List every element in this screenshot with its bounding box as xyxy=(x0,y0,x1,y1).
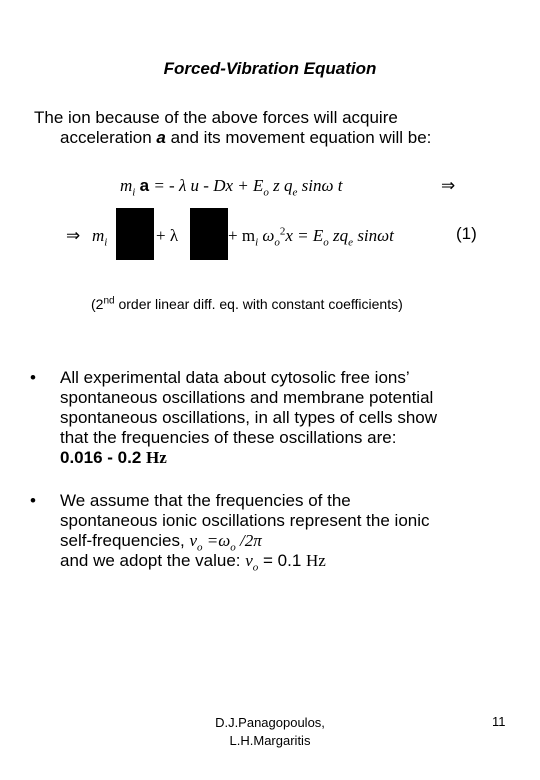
eq2-plus-lambda: + λ xyxy=(156,226,179,245)
implies-arrow-1: ⇒ xyxy=(441,176,456,195)
slide-title: Forced-Vibration Equation xyxy=(163,59,377,78)
eq2-omega-subscript: o xyxy=(274,236,280,249)
omega-symbol-2: ω xyxy=(218,531,231,550)
qe-subscript: e xyxy=(292,186,298,199)
eq2-middle: x = E xyxy=(285,226,324,245)
pi-symbol: π xyxy=(253,531,262,550)
bullet-2-line-3 xyxy=(60,531,430,554)
intro-line-2 xyxy=(34,128,431,148)
bullet-1-line-4: that the frequencies of these oscillations are: xyxy=(60,428,397,447)
nu-symbol-2: ν xyxy=(245,551,253,570)
self-frequency-formula xyxy=(189,531,262,554)
bullet-1-line-2: spontaneous oscillations and membrane potential xyxy=(60,388,434,407)
equation-rhs-3: sin xyxy=(297,176,322,195)
acceleration-var: a xyxy=(139,176,150,195)
acceleration-symbol: a xyxy=(156,128,166,147)
bullet-1-line-1: All experimental data about cytosolic free ions’ xyxy=(60,368,410,387)
nu-symbol: ν xyxy=(189,531,197,550)
frequency-range: 0.016 - 0.2 xyxy=(60,448,147,467)
bullet-2-line-4-b: = 0.1 xyxy=(258,551,307,570)
equation-motion xyxy=(120,176,343,199)
eq2-omega: ω xyxy=(258,226,275,245)
footer-authors xyxy=(180,714,360,750)
bullet-2-text xyxy=(60,491,430,574)
bullet-2-line-2: spontaneous ionic oscillations represent the ionic xyxy=(60,511,430,530)
bullet-2-line-4 xyxy=(60,551,430,574)
bullet-1-line-3: spontaneous oscillations, in all types of cells show xyxy=(60,408,438,427)
bullet-2-line-3-text: self-frequencies, xyxy=(60,531,190,550)
equation-rhs-1: = - λ u - Dx + E xyxy=(149,176,264,195)
footer-author-1: D.J.Panagopoulos, xyxy=(215,715,325,730)
page-number: 11 xyxy=(492,714,506,729)
first-derivative-image xyxy=(190,208,228,260)
intro-text-b: and its movement equation will be: xyxy=(165,128,432,147)
eq2-plus-m: + m xyxy=(228,226,256,245)
bullet-2-line-4-a: and we adopt the value: xyxy=(60,551,246,570)
eq2-time: t xyxy=(389,226,394,245)
nu-subscript-2: o xyxy=(252,561,259,574)
second-derivative-image xyxy=(116,208,154,260)
eq2-mass-symbol: m xyxy=(92,226,105,245)
note-superscript: nd xyxy=(103,295,115,307)
mass-symbol: m xyxy=(120,176,133,195)
eq2-qe-subscript: e xyxy=(348,236,354,249)
eq2-rest xyxy=(228,225,394,249)
frequency-unit-2: Hz xyxy=(306,551,326,570)
omega-subscript-2: o xyxy=(230,541,236,554)
omega-symbol: ω xyxy=(321,176,334,195)
frequency-unit: Hz xyxy=(146,448,167,467)
note-a: (2 xyxy=(91,296,104,312)
equation-note xyxy=(91,296,403,312)
bullet-1-marker: • xyxy=(30,368,36,387)
footer-author-2: L.H.Margaritis xyxy=(229,733,311,748)
bullet-2-line-1: We assume that the frequencies of the xyxy=(60,491,351,510)
formula-equals: = xyxy=(202,531,219,550)
eq2-mass xyxy=(92,226,108,249)
equation-rhs-2: z q xyxy=(268,176,293,195)
equation-number: (1) xyxy=(456,224,477,243)
note-b: order linear diff. eq. with constant coefficients) xyxy=(114,296,403,312)
bullet-1-line-5 xyxy=(60,448,437,468)
intro-text-a: acceleration xyxy=(60,128,157,147)
eo-subscript: o xyxy=(263,186,269,199)
eq2-omega-t: ω xyxy=(377,226,390,245)
time-symbol: t xyxy=(333,176,343,195)
implies-arrow-2: ⇒ xyxy=(66,226,81,245)
eq2-eo-subscript: o xyxy=(323,236,329,249)
eq2-sin: sin xyxy=(353,226,378,245)
bullet-1-text xyxy=(60,368,437,468)
eq2-mass-subscript: i xyxy=(104,236,108,249)
eq2-m-subscript: i xyxy=(255,236,259,249)
intro-paragraph xyxy=(34,108,431,148)
formula-over: /2 xyxy=(235,531,254,550)
bullet-2-marker: • xyxy=(30,491,36,510)
eq2-zq: zq xyxy=(328,226,349,245)
intro-line-1: The ion because of the above forces will acquire xyxy=(34,108,398,127)
mass-subscript: i xyxy=(132,186,136,199)
eq2-square: 2 xyxy=(279,225,286,238)
nu-subscript: o xyxy=(197,541,203,554)
